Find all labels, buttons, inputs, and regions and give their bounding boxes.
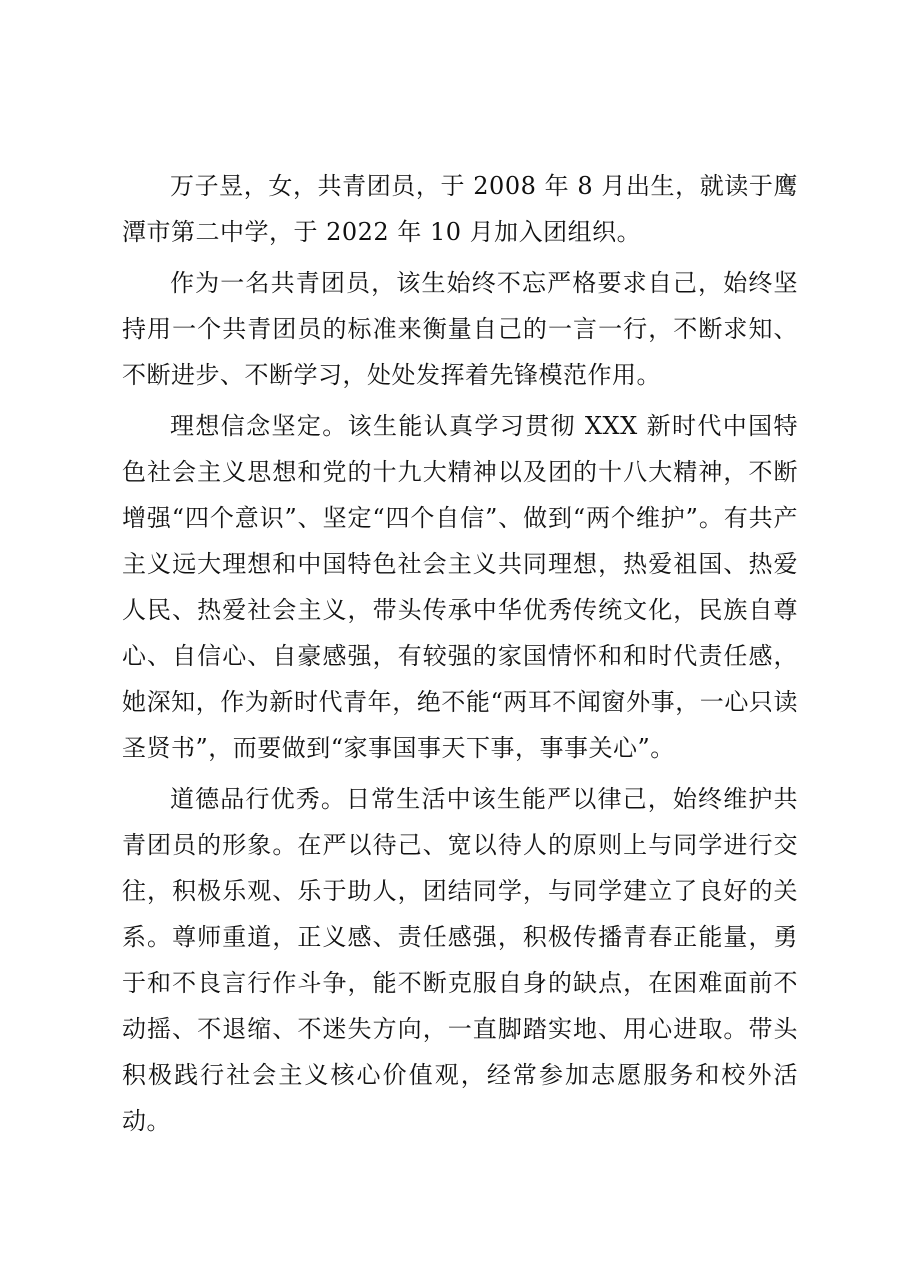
paragraph-self-discipline: 作为一名共青团员，该生始终不忘严格要求自己，始终坚持用一个共青团员的标准来衡量自己的一言一行，不断求知、不断进步、不断学习，处处发挥着先锋模范作用。 xyxy=(122,269,798,389)
paragraph-morality: 道德品行优秀。日常生活中该生能严以律己，始终维护共青团员的形象。在严以待己、宽以待人的原则上与同学进行交往，积极乐观、乐于助人，团结同学，与同学建立了良好的关系。尊师重道，正义感、责任感强，积极传播青春正能量，勇于和不良言行作斗争，能不断克服自身的缺点，在困难面前不动摇、不退缩、不迷失方向，一直脚踏实地、用心进取。带头积极践行社会主义核心价值观，经常参加志愿服务和校外活动。 xyxy=(122,785,798,1135)
document-body xyxy=(122,163,798,1149)
paragraph-intro: 万子昱，女，共青团员，于 2008 年 8 月出生，就读于鹰潭市第二中学，于 2022 年 10 月加入团组织。 xyxy=(122,172,798,246)
paragraph-ideals: 理想信念坚定。该生能认真学习贯彻 XXX 新时代中国特色社会主义思想和党的十九大精神以及团的十八大精神，不断增强“四个意识”、坚定“四个自信”、做到“两个维护”。有共产主义远大理想和中国特色社会主义共同理想，热爱祖国、热爱人民、热爱社会主义，带头传承中华优秀传统文化，民族自尊心、自信心、自豪感强，有较强的家国情怀和和时代责任感，她深知，作为新时代青年，绝不能“两耳不闻窗外事，一心只读圣贤书”，而要做到“家事国事天下事，事事关心”。 xyxy=(122,412,798,762)
